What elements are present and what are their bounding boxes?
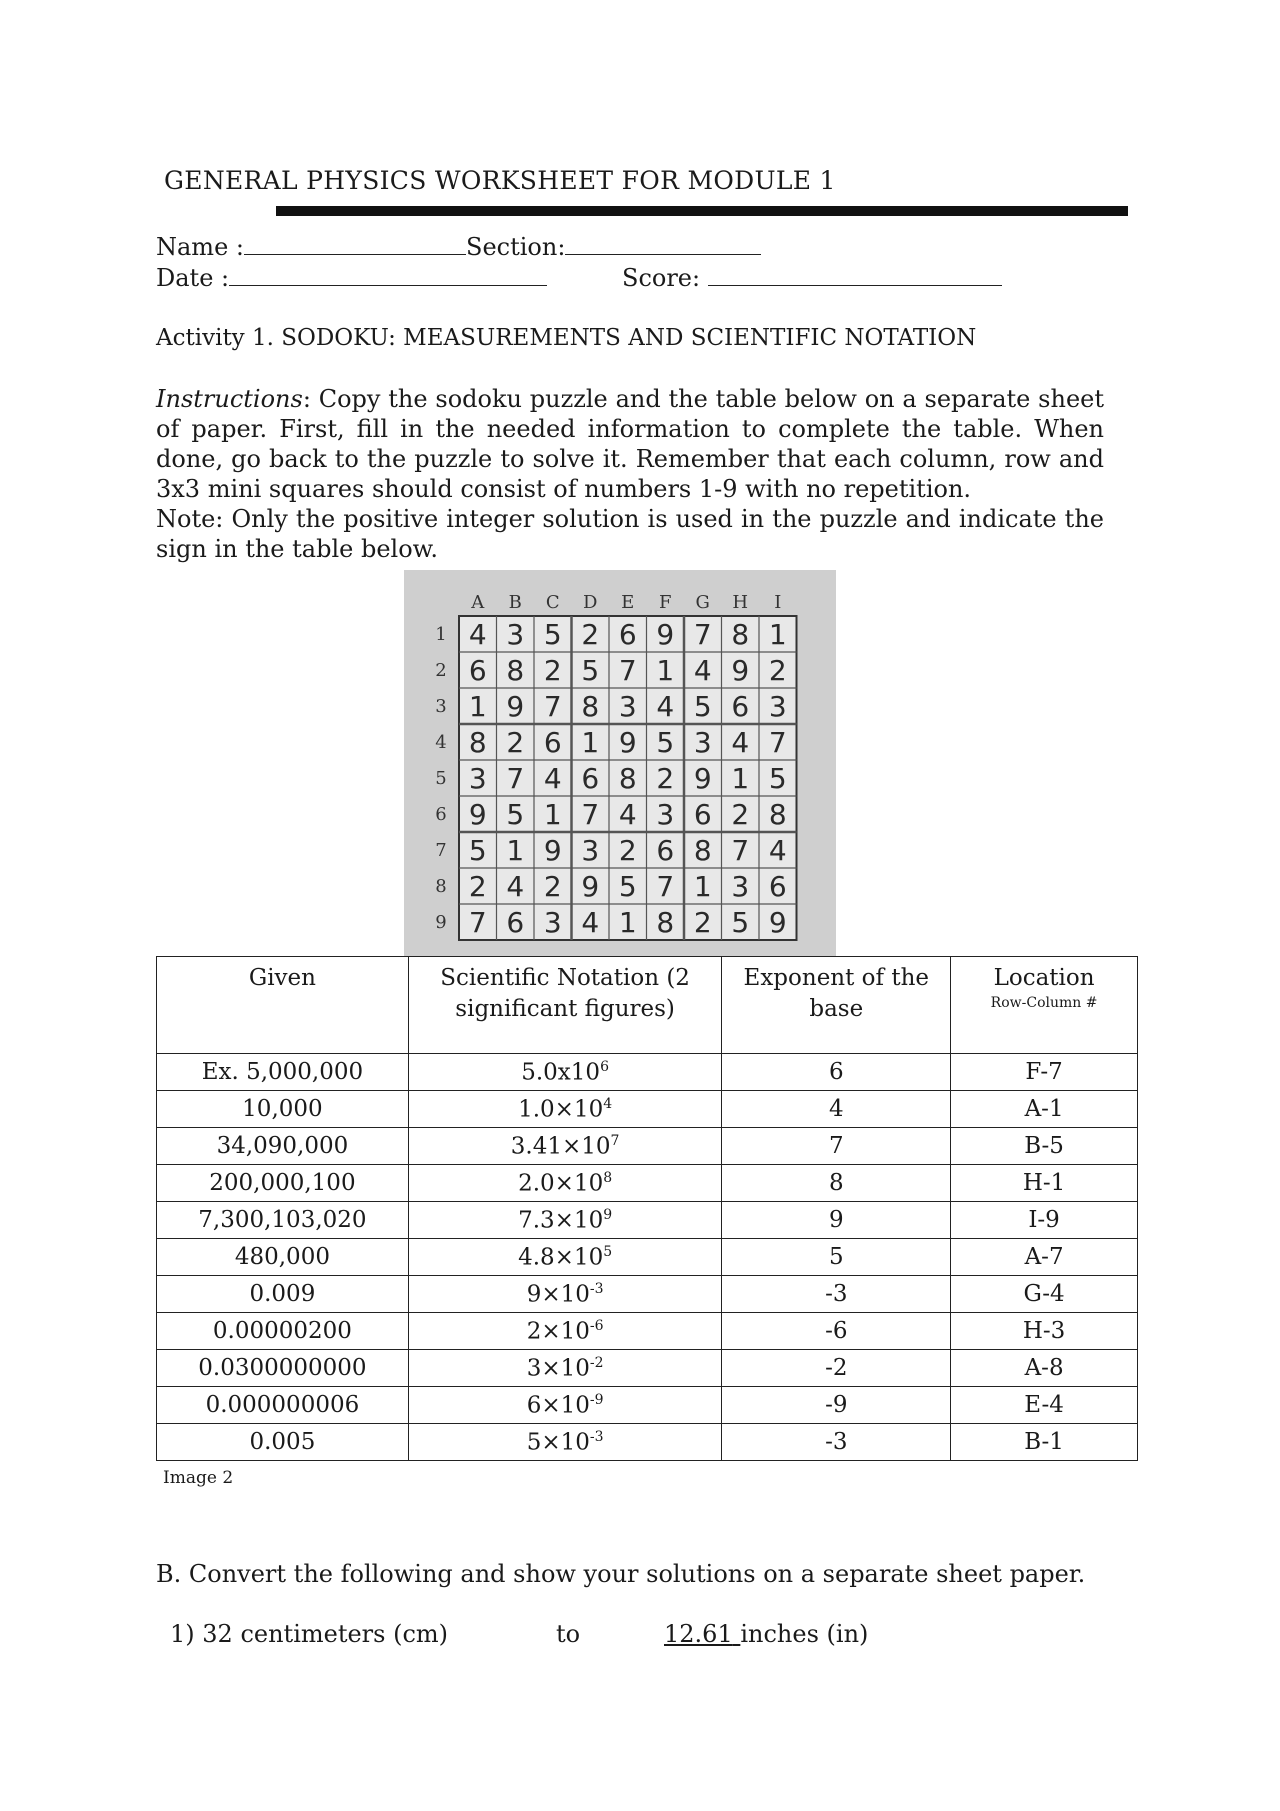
sudoku-cell: 6 bbox=[693, 798, 712, 831]
sudoku-cell: 1 bbox=[768, 618, 787, 651]
scientific-base: 3.41×10 bbox=[510, 1133, 611, 1160]
sudoku-cell: 1 bbox=[693, 870, 712, 903]
date-label: Date : bbox=[156, 264, 230, 292]
column-label: I bbox=[774, 592, 782, 613]
scientific-base: 4.8×10 bbox=[518, 1244, 604, 1271]
sudoku-cell: 7 bbox=[731, 834, 750, 867]
column-label: C bbox=[545, 592, 560, 613]
table-row bbox=[157, 1202, 1138, 1239]
header-exponent: Exponent of the base bbox=[722, 957, 951, 1054]
sudoku-cell: 3 bbox=[656, 798, 675, 831]
scientific-exponent: 6 bbox=[600, 1058, 609, 1075]
row-label: 2 bbox=[435, 660, 447, 681]
column-label: A bbox=[471, 592, 485, 613]
exponent-cell: -2 bbox=[722, 1350, 951, 1387]
table-row bbox=[157, 1276, 1138, 1313]
section-label: Section: bbox=[466, 233, 566, 261]
sudoku-cell: 5 bbox=[468, 834, 487, 867]
table-row bbox=[157, 1165, 1138, 1202]
sudoku-cell: 1 bbox=[543, 798, 562, 831]
sudoku-grid bbox=[404, 570, 836, 956]
sudoku-cell: 2 bbox=[506, 726, 525, 759]
sudoku-cell: 1 bbox=[618, 906, 637, 939]
sudoku-cell: 3 bbox=[768, 690, 787, 723]
table-row bbox=[157, 1091, 1138, 1128]
sudoku-cell: 3 bbox=[581, 834, 600, 867]
scientific-base: 5.0x10 bbox=[521, 1059, 601, 1086]
table-row bbox=[157, 1387, 1138, 1424]
sudoku-cell: 2 bbox=[618, 834, 637, 867]
scientific-base: 2×10 bbox=[526, 1318, 590, 1345]
exponent-cell: -9 bbox=[722, 1387, 951, 1424]
sudoku-cell: 4 bbox=[768, 834, 787, 867]
sudoku-cell: 2 bbox=[543, 870, 562, 903]
sudoku-cell: 5 bbox=[618, 870, 637, 903]
scientific-base: 6×10 bbox=[526, 1392, 590, 1419]
sudoku-cell: 6 bbox=[506, 906, 525, 939]
sudoku-cell: 3 bbox=[693, 726, 712, 759]
location-cell: A-1 bbox=[951, 1091, 1138, 1128]
sudoku-cell: 7 bbox=[693, 618, 712, 651]
sudoku-cell: 3 bbox=[468, 762, 487, 795]
score-label: Score: bbox=[622, 264, 701, 292]
date-blank[interactable] bbox=[229, 263, 547, 286]
exponent-cell: 8 bbox=[722, 1165, 951, 1202]
sudoku-cell: 2 bbox=[468, 870, 487, 903]
scientific-exponent: -9 bbox=[589, 1391, 604, 1408]
scientific-exponent: 5 bbox=[603, 1243, 613, 1260]
scientific-base: 5×10 bbox=[526, 1429, 590, 1456]
exponent-cell: 4 bbox=[722, 1091, 951, 1128]
column-label: G bbox=[695, 592, 710, 613]
scientific-exponent: 9 bbox=[603, 1206, 613, 1223]
sudoku-cell: 4 bbox=[731, 726, 750, 759]
sudoku-cell: 3 bbox=[618, 690, 637, 723]
scientific-cell bbox=[408, 1202, 722, 1239]
sudoku-cell: 7 bbox=[468, 906, 487, 939]
given-cell: 0.000000006 bbox=[157, 1387, 409, 1424]
row-label: 9 bbox=[435, 912, 447, 933]
problem-1-number: 1) bbox=[170, 1620, 195, 1648]
given-cell: 7,300,103,020 bbox=[157, 1202, 409, 1239]
problem-1-answer[interactable] bbox=[664, 1620, 868, 1648]
header-location-sub: Row-Column # bbox=[990, 995, 1098, 1011]
sudoku-cell: 3 bbox=[543, 906, 562, 939]
sudoku-cell: 7 bbox=[543, 690, 562, 723]
sudoku-cell: 6 bbox=[618, 618, 637, 651]
header-location-label: Location bbox=[993, 965, 1095, 991]
sudoku-cell: 1 bbox=[731, 762, 750, 795]
given-cell: 480,000 bbox=[157, 1239, 409, 1276]
sudoku-cell: 8 bbox=[506, 654, 525, 687]
sudoku-cell: 1 bbox=[656, 654, 675, 687]
exponent-cell: -3 bbox=[722, 1276, 951, 1313]
table-row bbox=[157, 1054, 1138, 1091]
instructions-paragraph bbox=[156, 384, 1104, 504]
exponent-cell: 5 bbox=[722, 1239, 951, 1276]
scientific-exponent: 8 bbox=[603, 1169, 613, 1186]
scientific-exponent: 4 bbox=[603, 1095, 613, 1112]
scientific-cell bbox=[408, 1165, 722, 1202]
scientific-exponent: 7 bbox=[610, 1132, 620, 1149]
row-label: 1 bbox=[435, 624, 447, 645]
title-rule bbox=[276, 206, 1128, 216]
column-label: F bbox=[659, 592, 672, 613]
header-scientific: Scientific Notation (2 significant figures) bbox=[408, 957, 722, 1054]
scientific-base: 2.0×10 bbox=[518, 1170, 604, 1197]
location-cell: B-5 bbox=[951, 1128, 1138, 1165]
scientific-cell bbox=[408, 1128, 722, 1165]
sudoku-cell: 7 bbox=[618, 654, 637, 687]
section-field[interactable] bbox=[466, 232, 761, 261]
sudoku-cell: 2 bbox=[656, 762, 675, 795]
instructions-block bbox=[156, 384, 1104, 564]
exponent-cell: 6 bbox=[722, 1054, 951, 1091]
sudoku-cell: 4 bbox=[618, 798, 637, 831]
convert-heading: B. Convert the following and show your solutions on a separate sheet paper. bbox=[156, 1560, 1086, 1588]
exponent-cell: 7 bbox=[722, 1128, 951, 1165]
sudoku-cell: 9 bbox=[768, 906, 787, 939]
row-label: 8 bbox=[435, 876, 447, 897]
table-caption: Image 2 bbox=[163, 1468, 234, 1488]
sudoku-cell: 8 bbox=[618, 762, 637, 795]
sudoku-cell: 2 bbox=[581, 618, 600, 651]
scientific-cell bbox=[408, 1239, 722, 1276]
header-location bbox=[951, 957, 1138, 1054]
sudoku-cell: 9 bbox=[693, 762, 712, 795]
sudoku-cell: 5 bbox=[506, 798, 525, 831]
sudoku-cell: 1 bbox=[468, 690, 487, 723]
name-label: Name : bbox=[156, 233, 244, 261]
table-row bbox=[157, 1313, 1138, 1350]
sudoku-cell: 6 bbox=[768, 870, 787, 903]
scientific-cell bbox=[408, 1424, 722, 1461]
column-label: E bbox=[621, 592, 635, 613]
location-cell: H-1 bbox=[951, 1165, 1138, 1202]
sudoku-cell: 2 bbox=[543, 654, 562, 687]
location-cell: B-1 bbox=[951, 1424, 1138, 1461]
given-cell: 10,000 bbox=[157, 1091, 409, 1128]
location-cell: E-4 bbox=[951, 1387, 1138, 1424]
sudoku-cell: 9 bbox=[506, 690, 525, 723]
sudoku-cell: 4 bbox=[581, 906, 600, 939]
row-label: 5 bbox=[435, 768, 447, 789]
problem-1-from-value: 32 centimeters (cm) bbox=[202, 1620, 449, 1648]
sudoku-cell: 7 bbox=[656, 870, 675, 903]
sudoku-cell: 6 bbox=[468, 654, 487, 687]
sudoku-cell: 4 bbox=[693, 654, 712, 687]
date-field[interactable] bbox=[156, 263, 547, 292]
column-label: B bbox=[508, 592, 522, 613]
problem-1-answer-value[interactable]: 12.61 bbox=[664, 1620, 733, 1648]
scientific-cell bbox=[408, 1276, 722, 1313]
sudoku-cell: 8 bbox=[656, 906, 675, 939]
exponent-cell: -6 bbox=[722, 1313, 951, 1350]
column-label: D bbox=[583, 592, 598, 613]
sudoku-cell: 7 bbox=[506, 762, 525, 795]
given-cell: Ex. 5,000,000 bbox=[157, 1054, 409, 1091]
column-label: H bbox=[732, 592, 749, 613]
location-cell: H-3 bbox=[951, 1313, 1138, 1350]
row-label: 3 bbox=[435, 696, 447, 717]
scientific-exponent: -3 bbox=[589, 1428, 604, 1445]
sudoku-cell: 5 bbox=[543, 618, 562, 651]
sudoku-cell: 6 bbox=[543, 726, 562, 759]
table-row bbox=[157, 1128, 1138, 1165]
sudoku-cell: 2 bbox=[731, 798, 750, 831]
location-cell: A-7 bbox=[951, 1239, 1138, 1276]
location-cell: G-4 bbox=[951, 1276, 1138, 1313]
scientific-cell bbox=[408, 1313, 722, 1350]
sudoku-cell: 8 bbox=[693, 834, 712, 867]
location-cell: F-7 bbox=[951, 1054, 1138, 1091]
given-cell: 0.00000200 bbox=[157, 1313, 409, 1350]
sudoku-cell: 8 bbox=[768, 798, 787, 831]
scientific-cell bbox=[408, 1350, 722, 1387]
sudoku-cell: 6 bbox=[731, 690, 750, 723]
name-blank[interactable] bbox=[244, 232, 466, 255]
location-cell: I-9 bbox=[951, 1202, 1138, 1239]
scientific-exponent: -6 bbox=[589, 1317, 604, 1334]
given-cell: 0.005 bbox=[157, 1424, 409, 1461]
scientific-cell bbox=[408, 1091, 722, 1128]
sudoku-cell: 8 bbox=[581, 690, 600, 723]
sudoku-cell: 7 bbox=[768, 726, 787, 759]
exponent-cell: -3 bbox=[722, 1424, 951, 1461]
sudoku-cell: 3 bbox=[731, 870, 750, 903]
problem-1-from bbox=[170, 1620, 448, 1648]
given-cell: 200,000,100 bbox=[157, 1165, 409, 1202]
sudoku-cell: 4 bbox=[656, 690, 675, 723]
scientific-exponent: -3 bbox=[589, 1280, 604, 1297]
given-cell: 0.009 bbox=[157, 1276, 409, 1313]
scientific-cell bbox=[408, 1387, 722, 1424]
scientific-base: 9×10 bbox=[526, 1281, 590, 1308]
sudoku-cell: 5 bbox=[731, 906, 750, 939]
sudoku-cell: 6 bbox=[656, 834, 675, 867]
location-cell: A-8 bbox=[951, 1350, 1138, 1387]
sudoku-cell: 9 bbox=[731, 654, 750, 687]
instructions-note: Note: Only the positive integer solution is used in the puzzle and indicate the sign in the table below. bbox=[156, 505, 1104, 563]
sudoku-cell: 2 bbox=[768, 654, 787, 687]
sudoku-cell: 7 bbox=[581, 798, 600, 831]
sudoku-cell: 4 bbox=[468, 618, 487, 651]
sudoku-cell: 5 bbox=[693, 690, 712, 723]
sudoku-cell: 3 bbox=[506, 618, 525, 651]
sudoku-cell: 9 bbox=[581, 870, 600, 903]
score-field[interactable] bbox=[622, 263, 1002, 292]
sudoku-cell: 9 bbox=[543, 834, 562, 867]
instructions-label: Instructions bbox=[156, 385, 303, 413]
problem-1-unit: inches (in) bbox=[740, 1620, 869, 1648]
sudoku-cell: 4 bbox=[543, 762, 562, 795]
sudoku-cell: 4 bbox=[506, 870, 525, 903]
given-cell: 34,090,000 bbox=[157, 1128, 409, 1165]
section-blank[interactable] bbox=[565, 232, 761, 255]
table-row bbox=[157, 1350, 1138, 1387]
sudoku-cell: 9 bbox=[468, 798, 487, 831]
sudoku-cell: 9 bbox=[618, 726, 637, 759]
scientific-base: 7.3×10 bbox=[518, 1207, 604, 1234]
sudoku-photo bbox=[404, 570, 836, 956]
notation-table bbox=[156, 956, 1138, 1461]
sudoku-cell: 5 bbox=[656, 726, 675, 759]
instructions-text: : Copy the sodoku puzzle and the table below on a separate sheet of paper. First, fill in the needed information to complete the table. When done, go back to the puzzle to solve it. Remember that each column, row and 3x3 mini squares should consist of numbers 1-9 with no repetition. bbox=[156, 385, 1104, 503]
row-label: 4 bbox=[435, 732, 447, 753]
sudoku-cell: 1 bbox=[506, 834, 525, 867]
problem-1-to-word: to bbox=[556, 1620, 581, 1648]
header-given: Given bbox=[157, 957, 409, 1054]
exponent-cell: 9 bbox=[722, 1202, 951, 1239]
activity-title: Activity 1. SODOKU: MEASUREMENTS AND SCIENTIFIC NOTATION bbox=[156, 325, 977, 351]
table-header-row bbox=[157, 957, 1138, 1054]
sudoku-cell: 5 bbox=[581, 654, 600, 687]
sudoku-cell: 8 bbox=[731, 618, 750, 651]
scientific-base: 3×10 bbox=[526, 1355, 590, 1382]
table-row bbox=[157, 1239, 1138, 1276]
score-blank[interactable] bbox=[708, 263, 1002, 286]
scientific-cell bbox=[408, 1054, 722, 1091]
given-cell: 0.0300000000 bbox=[157, 1350, 409, 1387]
sudoku-cell: 6 bbox=[581, 762, 600, 795]
sudoku-cell: 8 bbox=[468, 726, 487, 759]
row-label: 6 bbox=[435, 804, 447, 825]
name-field[interactable] bbox=[156, 232, 466, 261]
scientific-exponent: -2 bbox=[589, 1354, 604, 1371]
sudoku-cell: 9 bbox=[656, 618, 675, 651]
sudoku-cell: 5 bbox=[768, 762, 787, 795]
table-row bbox=[157, 1424, 1138, 1461]
sudoku-cell: 2 bbox=[693, 906, 712, 939]
worksheet-title: GENERAL PHYSICS WORKSHEET FOR MODULE 1 bbox=[164, 166, 836, 195]
row-label: 7 bbox=[435, 840, 447, 861]
scientific-base: 1.0×10 bbox=[518, 1096, 604, 1123]
sudoku-cell: 1 bbox=[581, 726, 600, 759]
